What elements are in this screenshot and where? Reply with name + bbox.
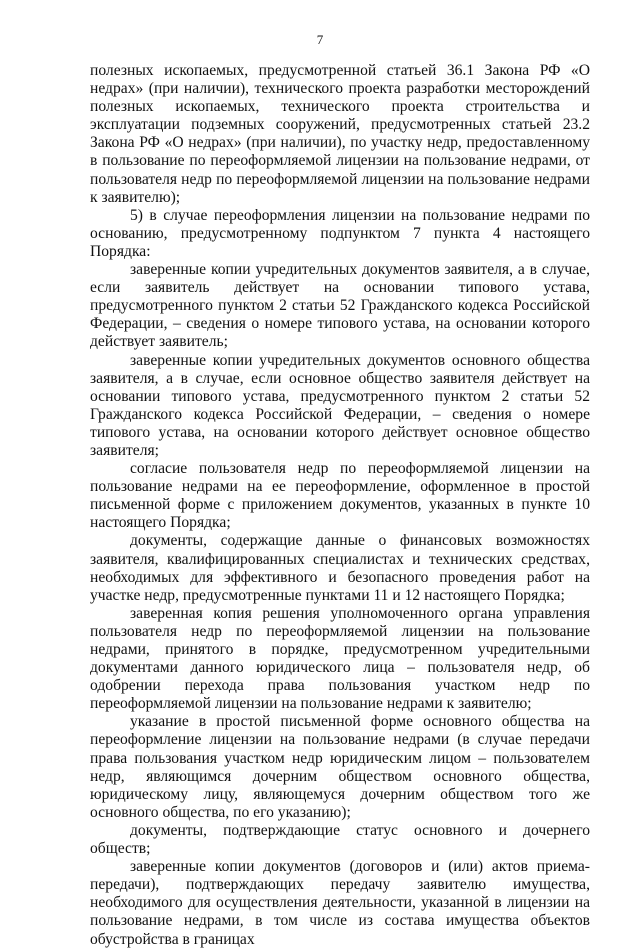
paragraph-status-documents: документы, подтверждающие статус основного и дочернего обществ; (90, 821, 590, 858)
paragraph-authority-decision: заверенная копия решения уполномоченного органа управления пользователя недр по переоформляемой лицензии на пользование недрами, принятого в порядке, предусмотренном учредительными документами данного юридического лица – пользователя недр, об одобрении перехода права пользования участком недр по переоформляемой лицензии на пользование недрами к заявителю; (90, 604, 590, 713)
paragraph-applicant-charter: заверенные копии учредительных документов заявителя, а в случае, если заявитель действует на основании типового устава, предусмотренного пунктом 2 статьи 52 Гражданского кодекса Российской Федерации, – сведения о номере типового устава, на основании которого действует заявитель; (90, 261, 590, 351)
paragraph-item-5: 5) в случае переоформления лицензии на пользование недрами по основанию, предусмотренному подпунктом 7 пункта 4 настоящего Порядка: (90, 206, 590, 260)
paragraph-property-transfer: заверенные копии документов (договоров и (или) актов приема-передачи), подтверждающих передачу заявителю имущества, необходимого для осуществления деятельности, указанной в лицензии на пользование недрами, в том числе из состава имущества объектов обустройства в границах (90, 858, 590, 948)
paragraph-financial-documents: документы, содержащие данные о финансовых возможностях заявителя, квалифицированных специалистах и технических средствах, необходимых для эффективного и безопасного проведения работ на участке недр, предусмотренные пунктами 11 и 12 настоящего Порядка; (90, 532, 590, 604)
paragraph-parent-instruction: указание в простой письменной форме основного общества на переоформление лицензии на пользование недрами (в случае передачи права пользования участком недр юридическим лицом – пользователем недр, являющимся дочерним обществом основного общества, юридическому лицу, являющемуся дочерним обществом того же основного общества, по его указанию); (90, 713, 590, 821)
paragraph-user-consent: согласие пользователя недр по переоформляемой лицензии на пользование недрами на ее переоформление, оформленное в простой письменной форме с приложением документов, указанных в пункте 10 настоящего Порядка; (90, 460, 590, 532)
paragraph-parent-company-charter: заверенные копии учредительных документов основного общества заявителя, а в случае, если основное общество заявителя действует на основании типового устава, предусмотренного пунктом 2 статьи 52 Гражданского кодекса Российской Федерации, – сведения о номере типового устава, на основании которого действует основное общество заявителя; (90, 351, 590, 459)
page-number: 7 (316, 32, 324, 47)
document-body (90, 62, 590, 949)
paragraph-continuation: полезных ископаемых, предусмотренной статьей 36.1 Закона РФ «О недрах» (при наличии), технического проекта разработки месторождений полезных ископаемых, технического проекта строительства и эксплуатации подземных сооружений, предусмотренных статьей 23.2 Закона РФ «О недрах» (при наличии), по участку недр, предоставленному в пользование по переоформляемой лицензии на пользование недрами, от пользователя недр по переоформляемой лицензии на пользование недрами к заявителю); (90, 62, 590, 206)
